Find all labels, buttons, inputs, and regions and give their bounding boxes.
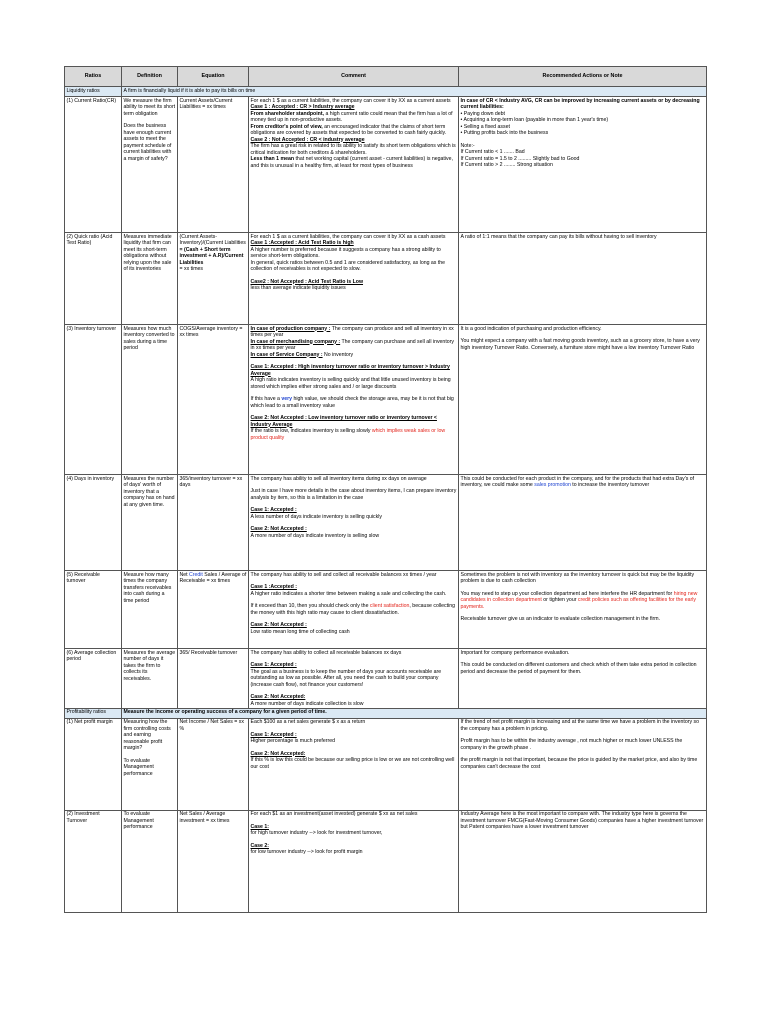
- recommendation: Sometimes the problem is not with inventory as the inventory turnover is quick but may be the liquidity problem is due to cash collection You may need to step up your collection department ad here interfere the HR department for hiring new candidates in collection department or tighten your credit policies such as offering facilities for the early payments. Receivable turnover give us an indicator to evaluate collection management in the firm.: [459, 571, 707, 649]
- header-row: [65, 67, 707, 87]
- section-description: A firm is financially liquid if it is able to pay its bills on time: [122, 87, 707, 97]
- table-row: [65, 649, 707, 709]
- comment: The company has ability to sell and collect all receivable balances xx times / year Case 1 :Accepted : A higher ratio indicates a shorter time between making a sale and collecting the cash. If it exceed than 10, then you should check only the client satisfaction, because collecting the money with this high ratio may cause to client dissatisfaction. Case 2: Not Accepted : Low ratio mean long time of collecting cash: [249, 571, 459, 649]
- definition: Measuring how the firm controlling costs and earning reasonable profit margin? To evaluate Management performance: [122, 718, 178, 810]
- comment: The company has ability to sell all inventory items during xx days on average Just in case I have more details in the case about inventory items, I can prepare inventory analysis by item, so this is a limitation in the case Case 1: Accepted : A less number of days indicate inventory is selling quickly Case 2: Not Accepted : A more number of days indicate inventory is selling slow: [249, 475, 459, 571]
- section-description: Measure the income or operating success of a company for a given period of time.: [122, 708, 707, 718]
- comment: For each $1 as an investment(asset invested) generate $ xx as net sales Case 1: for high turnover industry --> look for investment turnover, Case 2: for low turnover industry --> look for profit margin: [249, 810, 459, 912]
- comment: Each $100 as a net sales generate $ x as a return Case 1: Accepted : Higher percentage is much preferred Case 2: Not Accepted: If this % is low this could be because our selling price is low or we are not controlling well our cost: [249, 718, 459, 810]
- ratio-name: (2) Quick ratio (Acid Test Ratio): [65, 233, 122, 325]
- ratio-name: (6) Average collection period: [65, 649, 122, 709]
- table-row: [65, 325, 707, 475]
- equation: COGS/Average inventory = xx times: [178, 325, 249, 475]
- table-row: [65, 475, 707, 571]
- recommendation: A ratio of 1:1 means that the company can pay its bills without having to sell inventory: [459, 233, 707, 325]
- definition: Measures the number of days' worth of inventory that a company has on hand at any given time.: [122, 475, 178, 571]
- ratio-name: (1) Current Ratio(CR): [65, 97, 122, 233]
- definition: Measure how many times the company transfers receivables into cash during a time period: [122, 571, 178, 649]
- recommendation: This could be conducted for each product in the company, and for the products that had extra Day's of inventory, we could make some sales promotion to increase the inventory turnover: [459, 475, 707, 571]
- ratio-name: (1) Net profit margin: [65, 718, 122, 810]
- ratios-table: [64, 66, 707, 913]
- equation: Net Sales / Average investment = xx times: [178, 810, 249, 912]
- table-row: [65, 718, 707, 810]
- section-profitability: [65, 708, 707, 718]
- header-recommended: Recommended Actions or Note: [459, 67, 707, 87]
- section-label: Profitability ratios: [65, 708, 122, 718]
- recommendation: In case of CR < Industry AVG, CR can be improved by increasing current assets or by decreasing current liabilities: • Paying down debt • Acquiring a long-term loan (payable in more than 1 year's time) • Selling a fixed asset • Putting profits back into the business Note:- If Current ratio < 1 ....... Bad If Current ratio = 1.5 to 2 ......... Slightly bad to Good If Current ratio > 2 ........ Strong situation: [459, 97, 707, 233]
- comment: For each 1 $ as a current liabilities, the company can cover it by XX as a current assets Case 1 : Accepted : CR > Industry average From shareholder standpoint, a high current ratio could mean that the firm has a lot of money tied up in non-productive assets. From creditor's point of view, an encouraged indicator that the claims of short term obligations are covered by assets that expected to be converted to cash fairly quickly. Case 2 : Not Accepted : CR < industry average The firm has a great risk in related to its ability to satisfy its short term obligations which is critical indication for both creditors & shareholders. Less than 1 mean that net working capital (current asset - current liabilities) is negative, and this is unusual in a healthy firm, at least for most types of business: [249, 97, 459, 233]
- recommendation: It is a good indication of purchasing and production efficiency. You might expect a company with a fast moving goods inventory, such as a grocery store, to have a very high inventory Turnover Ratio. Conversely, a furniture store might have a low inventory Turnover Ratio: [459, 325, 707, 475]
- table-row: [65, 97, 707, 233]
- equation: Net Credit Sales / Average of Receivable = xx times: [178, 571, 249, 649]
- equation: Net Income / Net Sales = xx %: [178, 718, 249, 810]
- ratio-name: (3) Inventory turnover: [65, 325, 122, 475]
- table-row: [65, 571, 707, 649]
- equation: 365/ Receivable turnover: [178, 649, 249, 709]
- header-comment: Comment: [249, 67, 459, 87]
- ratio-name: (5) Receivable turnover: [65, 571, 122, 649]
- table-row: [65, 810, 707, 912]
- recommendation: Industry Average here is the most important to compare with. The industry type here is governs the investment turnover FMCG(Fast-Moving Consumer Goods) companies have a higher investment turnover but Patent companies have a lower investment turnover: [459, 810, 707, 912]
- definition: Measures how much inventory converted to sales during a time period: [122, 325, 178, 475]
- comment: The company has ability to collect all receivable balances xx days Case 1: Accepted : The goal as a business is to keep the number of days your accounts receivable are outstanding as low as possible. After all, you need the cash to build your company (increase cash flow), not finance your customers! Case 2: Not Accepted: A more number of days indicate collection is slow: [249, 649, 459, 709]
- ratio-name: (2) Investment Turnover: [65, 810, 122, 912]
- definition: Measures the average number of days it takes the firm to collects its receivables.: [122, 649, 178, 709]
- recommendation: Important for company performance evaluation. This could be conducted on different customers and check which of them take extra period in collection period and decrease the period of payment for them.: [459, 649, 707, 709]
- definition: Measures immediate liquidity that firm can meet its short-term obligations without relying upon the sale of its inventories: [122, 233, 178, 325]
- header-definition: Definition: [122, 67, 178, 87]
- ratio-name: (4) Days in inventory: [65, 475, 122, 571]
- comment: In case of production company : The company can produce and sell all inventory in xx times per year In case of merchandising company : The company can purchase and sell all inventory in xx times per year In case of Service Company : No inventory Case 1: Accepted : High inventory turnover ratio or inventory turnover > Industry Average A high ratio indicates inventory is selling quickly and that little unused inventory is being stored which implies either strong sales and / or large discounts If this have a very high value, we should check the storage area, may be it is not that big which lead to a small inventory value Case 2: Not Accepted : Low inventory turnover ratio or inventory turnover < Industry Average If the ratio is low, indicates inventory is selling slowly which implies weak sales or low product quality: [249, 325, 459, 475]
- equation: Current Assets/Current Liabilities = xx times: [178, 97, 249, 233]
- definition: To evaluate Management performance: [122, 810, 178, 912]
- definition: We measure the firm ability to meet its short term obligation Does the business have enough current assets to meet the payment schedule of current liabilities with a margin of safety?: [122, 97, 178, 233]
- section-label: Liquidity ratios: [65, 87, 122, 97]
- recommendation: If the trend of net profit margin is increasing and at the same time we have a problem in the inventory so the company has a problem in pricing. Profit margin has to be within the industry average , not much higher or much lower UNLESS the company in the growth phase . the profit margin is not that important, because the price is guided by the market price, and also by time companies can't decrease the cost: [459, 718, 707, 810]
- equation: 365/inventory turnover = xx days: [178, 475, 249, 571]
- table-row: [65, 233, 707, 325]
- section-liquidity: [65, 87, 707, 97]
- header-ratios: Ratios: [65, 67, 122, 87]
- header-equation: Equation: [178, 67, 249, 87]
- equation: (Current Assets-Inventory)/(Current Liabilities = (Cash + Short term investment + A.R)/Current Liabilities = xx times: [178, 233, 249, 325]
- comment: For each 1 $ as a current liabilities, the company can cover it by XX as a cash assets Case 1 :Accepted : Acid Test Ratio is high A higher number is preferred because it suggests a company has a strong ability to service short-term obligations. In general, quick ratios between 0.5 and 1 are considered satisfactory, as long as the collection of receivables is not expected to slow. Case2 : Not Accepted : Acid Test Ratio is Low less than average indicate liquidity issues: [249, 233, 459, 325]
